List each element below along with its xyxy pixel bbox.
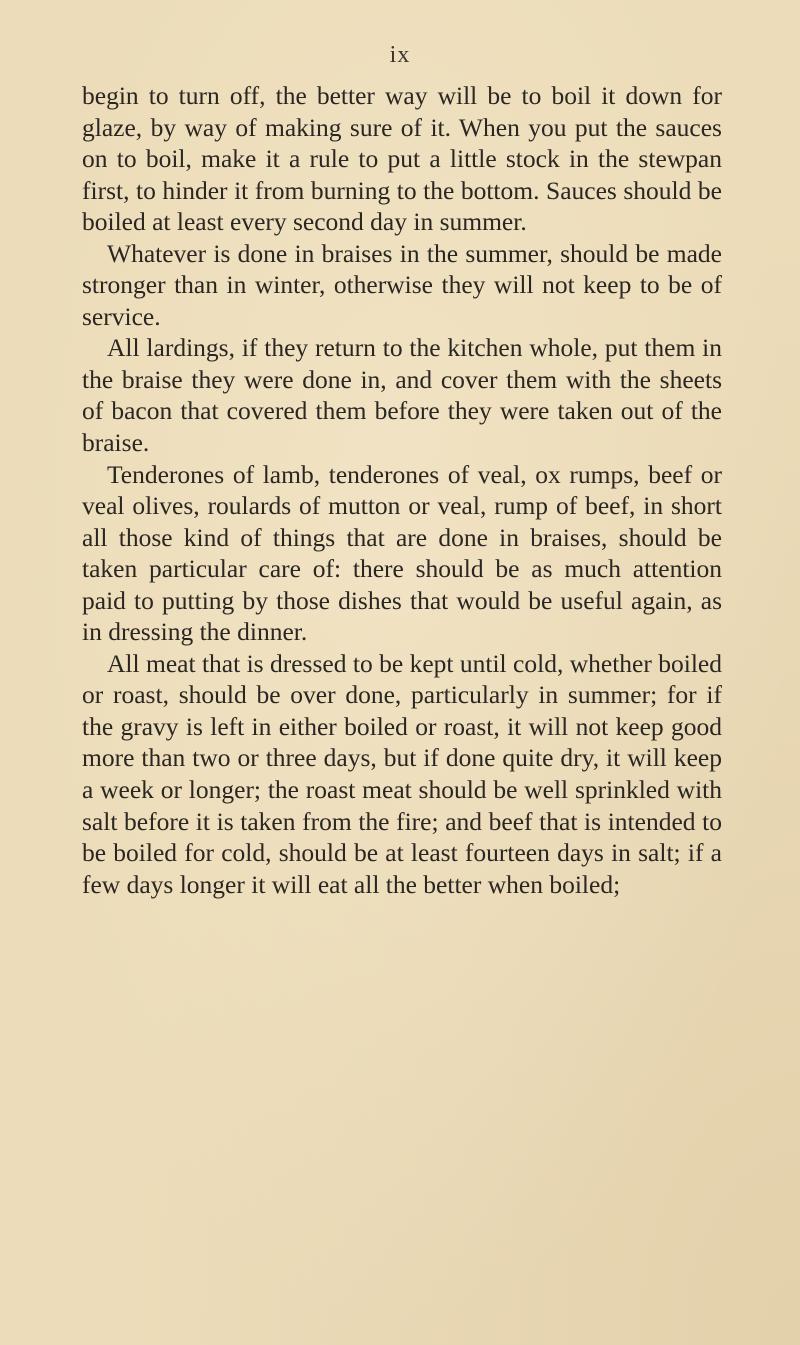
paragraph: All lardings, if they return to the kitchen whole, put them in the braise they were done in, and cover them with the sheets of bacon that covered them before they were taken out of the braise. (82, 333, 722, 458)
paragraph: All meat that is dressed to be kept until cold, whether boiled or roast, should be over done, particularly in summer; for if the gravy is left in either boiled or roast, it will not keep good more than two or three days, but if done quite dry, it will keep a week or longer; the roast meat should be well sprinkled with salt before it is taken from the fire; and beef that is intended to be boiled for cold, should be at least fourteen days in salt; if a few days longer it will eat all the better when boiled; (82, 648, 722, 899)
paragraph: Whatever is done in braises in the summer, should be made stronger than in winter, otherwise they will not keep to be of service. (82, 238, 722, 331)
paragraph: Tenderones of lamb, tenderones of veal, ox rumps, beef or veal olives, roulards of mutton or veal, rump of beef, in short all those kind of things that are done in braises, should be taken particular care of: there should be as much attention paid to putting by those dishes that would be useful again, as in dressing the dinner. (82, 459, 722, 647)
body-text (82, 80, 722, 900)
paragraph: begin to turn off, the better way will be to boil it down for glaze, by way of making sure of it. When you put the sauces on to boil, make it a rule to put a little stock in the stewpan first, to hinder it from burning to the bottom. Sauces should be boiled at least every second day in summer. (82, 81, 722, 237)
page-number: ix (389, 42, 411, 68)
